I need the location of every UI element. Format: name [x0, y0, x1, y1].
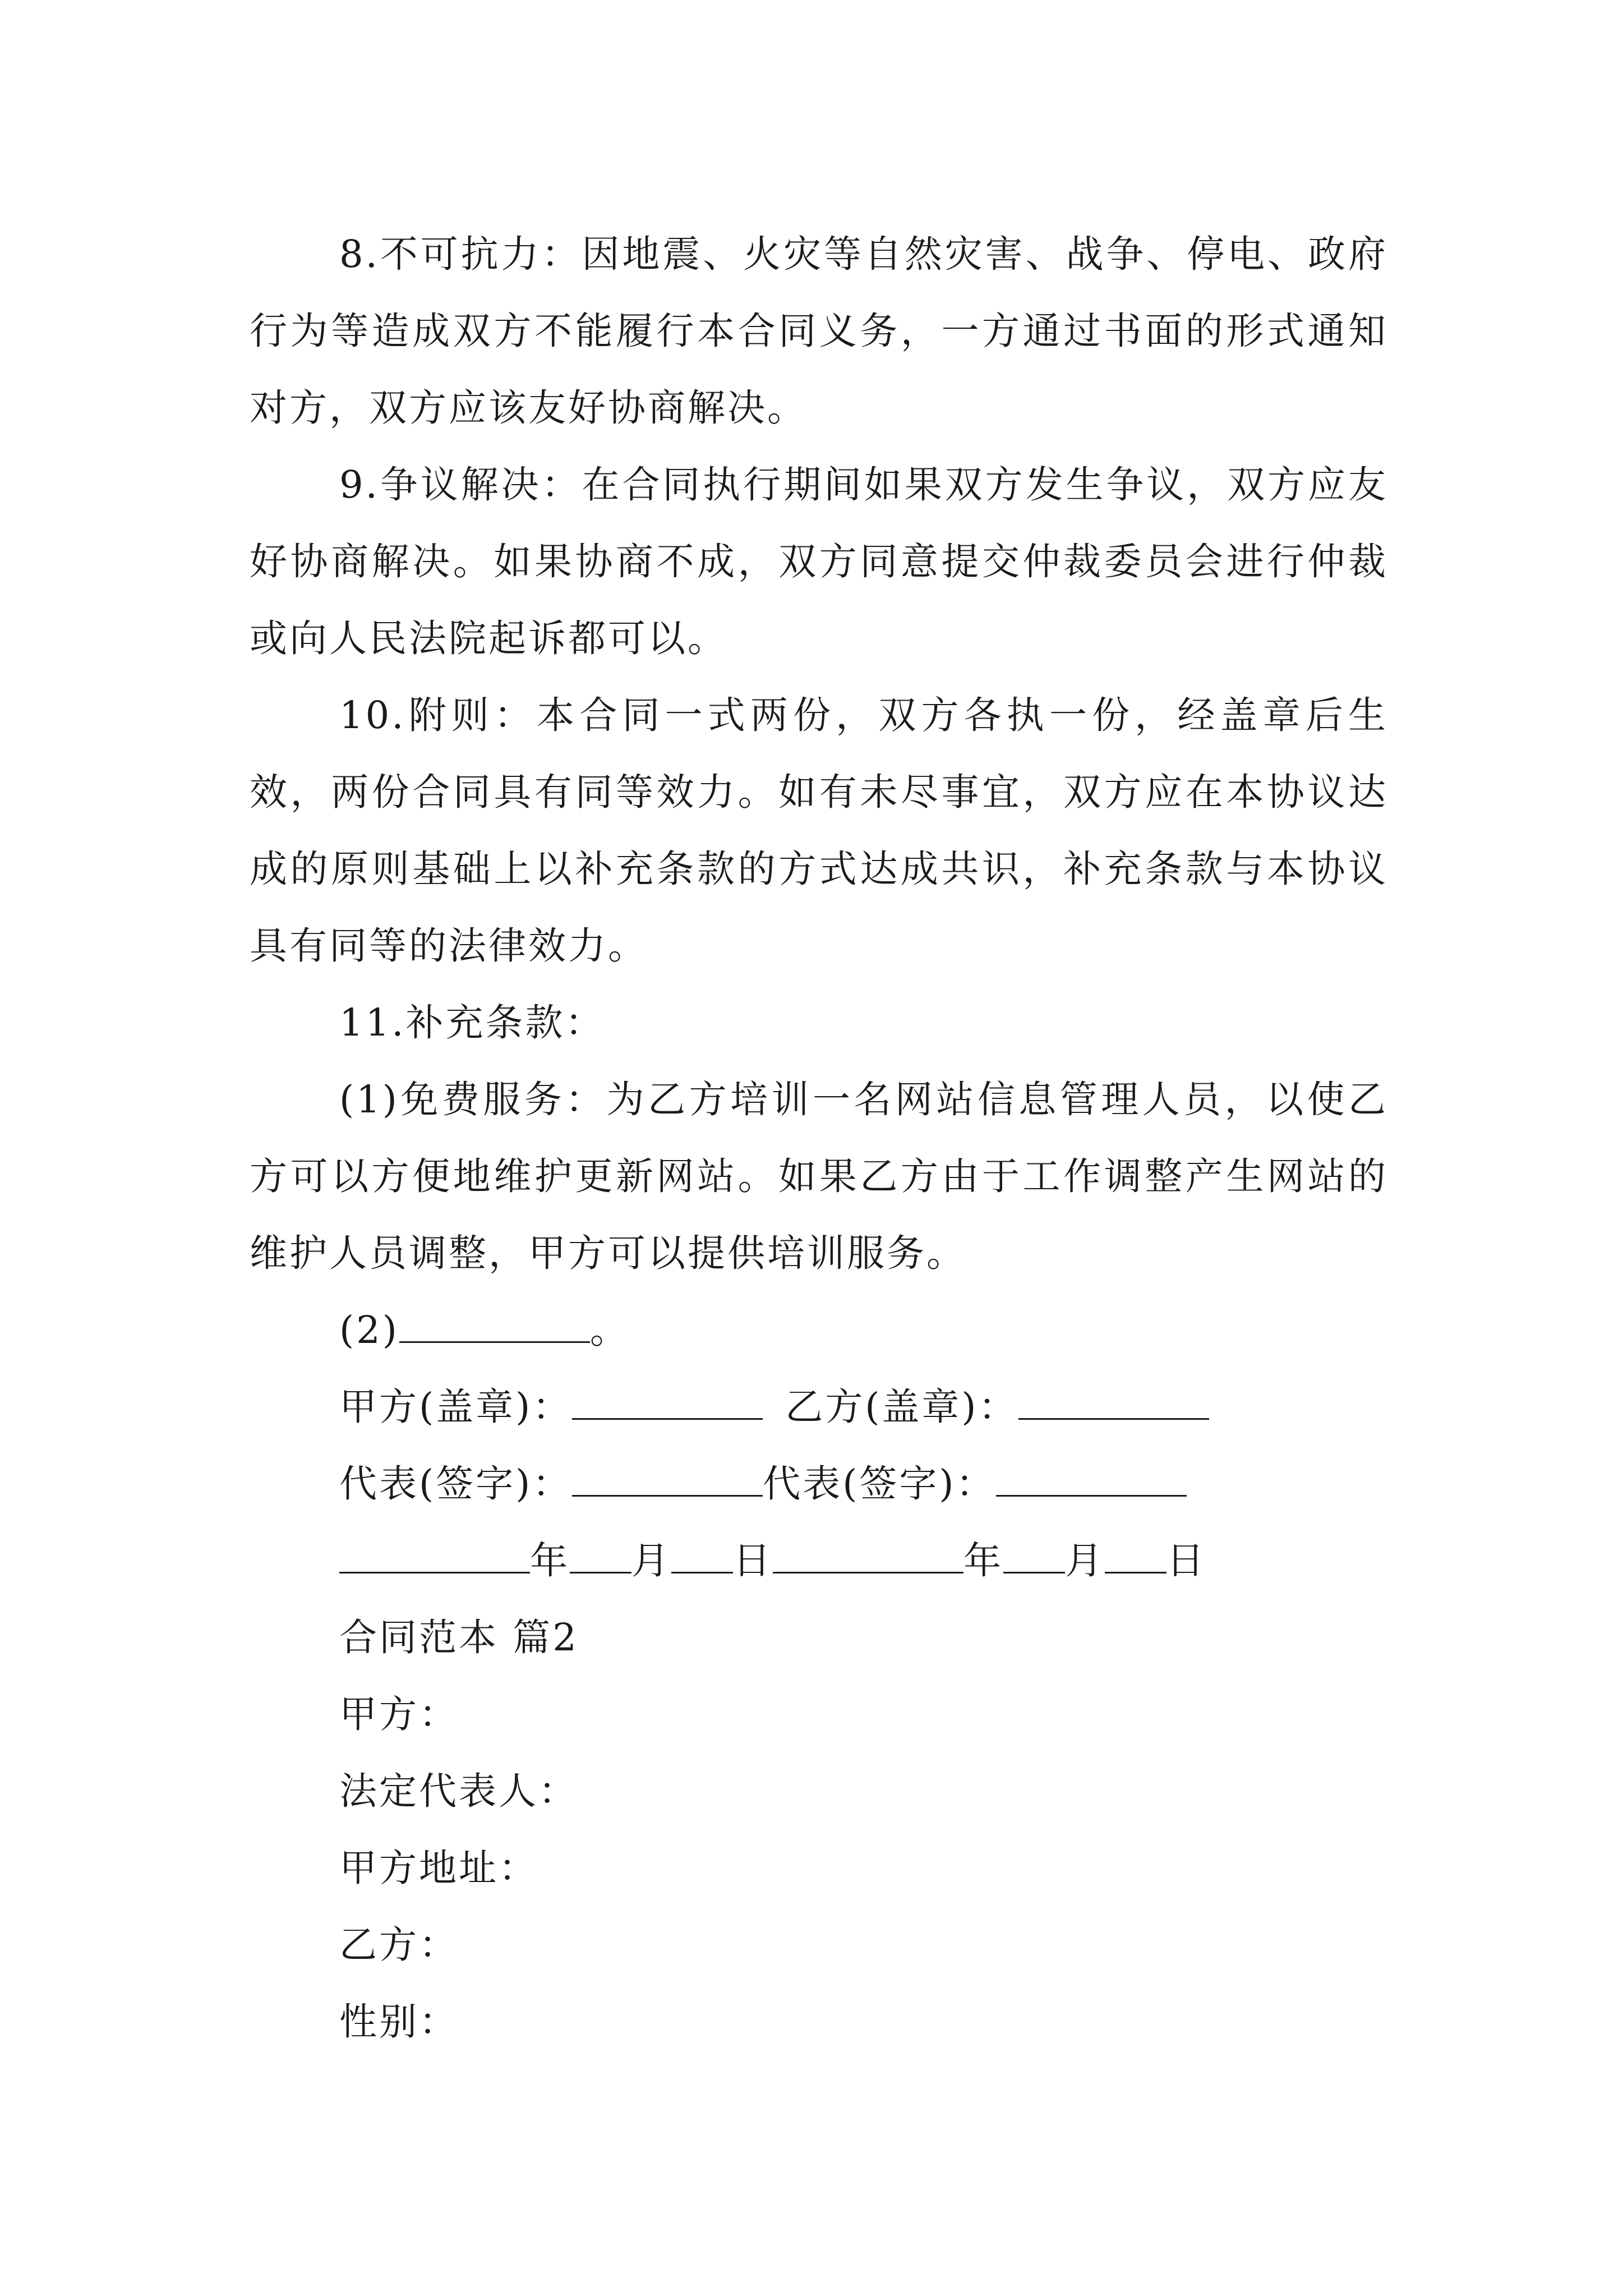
clause-9: 9.争议解决：在合同执行期间如果双方发生争议，双方应友好协商解决。如果协商不成，双方同意提交仲裁委员会进行仲裁或向人民法院起诉都可以。: [250, 463, 1388, 660]
month-a-blank: [570, 1542, 631, 1573]
section-title: 合同范本 篇2: [339, 1616, 579, 1659]
day-b-blank: [1105, 1542, 1166, 1573]
party-b-seal-label: 乙方(盖章)：: [785, 1385, 1018, 1429]
month-a-label: 月: [631, 1539, 671, 1582]
party-a-field: 甲方：: [339, 1692, 459, 1736]
party-a-seal-label: 甲方(盖章)：: [339, 1385, 573, 1429]
clause-11-item-2-suffix: 。: [589, 1308, 630, 1352]
year-a-label: 年: [530, 1539, 570, 1582]
party-b-seal-blank: [1018, 1388, 1209, 1420]
year-b-blank: [773, 1542, 963, 1573]
clause-11-item-1: (1)免费服务：为乙方培训一名网站信息管理人员，以使乙方可以方便地维护更新网站。如果乙方由于工作调整产生网站的维护人员调整，甲方可以提供培训服务。: [250, 1078, 1388, 1275]
clause-11-heading: 11.补充条款：: [339, 1001, 605, 1045]
legal-rep-field: 法定代表人：: [339, 1769, 578, 1813]
rep-a-label: 代表(签字)：: [339, 1462, 573, 1506]
document-body: [250, 216, 1388, 2060]
clause-11-item-2: [250, 1292, 1388, 1369]
clause-11-item-2-prefix: (2): [339, 1308, 399, 1352]
seal-line: [250, 1369, 1388, 1446]
representative-line: [250, 1446, 1388, 1522]
day-a-blank: [671, 1542, 733, 1573]
party-a-seal-blank: [572, 1388, 763, 1420]
party-b-field: 乙方：: [339, 1923, 459, 1967]
rep-b-blank: [996, 1465, 1187, 1497]
clause-8: 8.不可抗力：因地震、火灾等自然灾害、战争、停电、政府行为等造成双方不能履行本合同义务，一方通过书面的形式通知对方，双方应该友好协商解决。: [250, 232, 1388, 430]
day-a-label: 日: [733, 1539, 773, 1582]
rep-b-label: 代表(签字)：: [763, 1462, 996, 1506]
fill-blank-line: [399, 1311, 590, 1343]
month-b-label: 月: [1065, 1539, 1105, 1582]
gender-field: 性别：: [339, 2000, 459, 2044]
date-line: [250, 1522, 1388, 1599]
clause-10: 10.附则：本合同一式两份，双方各执一份，经盖章后生效，两份合同具有同等效力。如有未尽事宜，双方应在本协议达成的原则基础上以补充条款的方式达成共识，补充条款与本协议具有同等的法律效力。: [250, 693, 1388, 968]
party-a-address-field: 甲方地址：: [339, 1846, 538, 1890]
month-b-blank: [1003, 1542, 1065, 1573]
year-a-blank: [339, 1542, 530, 1573]
year-b-label: 年: [963, 1539, 1003, 1582]
day-b-label: 日: [1166, 1539, 1206, 1582]
rep-a-blank: [572, 1465, 763, 1497]
